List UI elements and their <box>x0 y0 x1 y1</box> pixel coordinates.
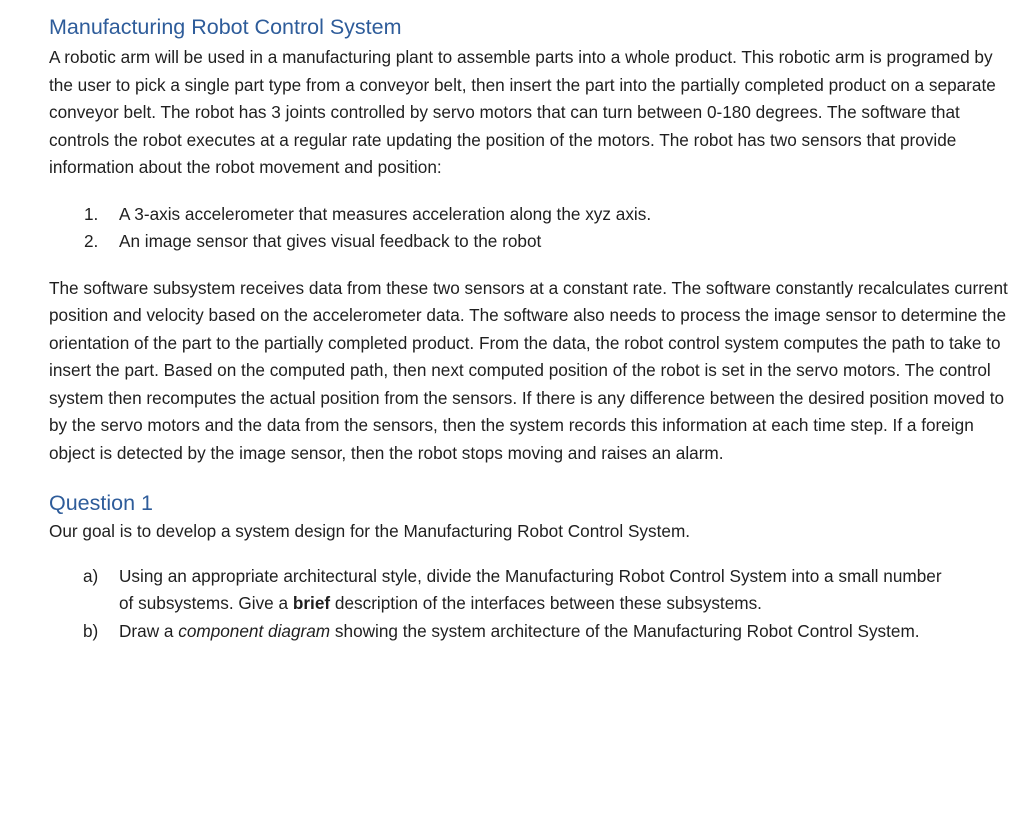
question-part-a <box>49 563 949 618</box>
question-part-b <box>49 618 949 646</box>
list-item-text: An image sensor that gives visual feedback to the robot <box>119 231 542 251</box>
part-a-text-end: description of the interfaces between these subsystems. <box>330 593 762 613</box>
question-parts-list <box>49 563 1009 646</box>
part-label: a) <box>83 565 99 586</box>
part-b-text-start: Draw a <box>119 620 179 641</box>
question-heading: Question 1 <box>49 491 153 515</box>
sensor-list <box>49 201 1009 256</box>
list-item <box>49 228 1009 256</box>
list-item-text: A 3-axis accelerometer that measures acceleration along the xyz axis. <box>119 203 652 224</box>
page-title: Manufacturing Robot Control System <box>49 15 402 39</box>
part-b-italic-phrase: component diagram <box>178 620 331 641</box>
part-b-text-end: showing the system architecture of the Manufacturing Robot Control System. <box>330 620 920 641</box>
software-paragraph: The software subsystem receives data from these two sensors at a constant rate. The software constantly recalculates current position and velocity based on the accelerometer data. The software also needs to process the image sensor to determine the orientation of the part to the partially completed product. From the data, the robot control system computes the path to take to insert the part. Based on the computed path, then next computed position of the robot is set in the servo motors. The control system then recomputes the actual position from the sensors. If there is any difference between the desired position moved to by the servo motors and the data from the sensors, then the system records this information at each time step. If a foreign object is detected by the image sensor, then the robot stops moving and raises an alarm. <box>49 277 1008 463</box>
question-goal: Our goal is to develop a system design for the Manufacturing Robot Control System. <box>49 521 691 541</box>
part-a-text-start: Using an appropriate architectural style, divide the Manufacturing Robot Control System into a small number of subsystems. Give a <box>119 565 942 613</box>
part-label: b) <box>83 620 99 641</box>
list-item-number: 1. <box>84 203 99 224</box>
list-item <box>49 201 1009 229</box>
intro-paragraph: A robotic arm will be used in a manufacturing plant to assemble parts into a whole product. This robotic arm is programed by the user to pick a single part type from a conveyor belt, then insert the part into the partially completed product on a separate conveyor belt. The robot has 3 joints controlled by servo motors that can turn between 0-180 degrees. The software that controls the robot executes at a regular rate updating the position of the motors. The robot has two sensors that provide information about the robot movement and position: <box>49 47 996 177</box>
document-page <box>49 12 1009 645</box>
part-a-bold-word: brief <box>292 593 331 613</box>
list-item-number: 2. <box>84 231 99 251</box>
